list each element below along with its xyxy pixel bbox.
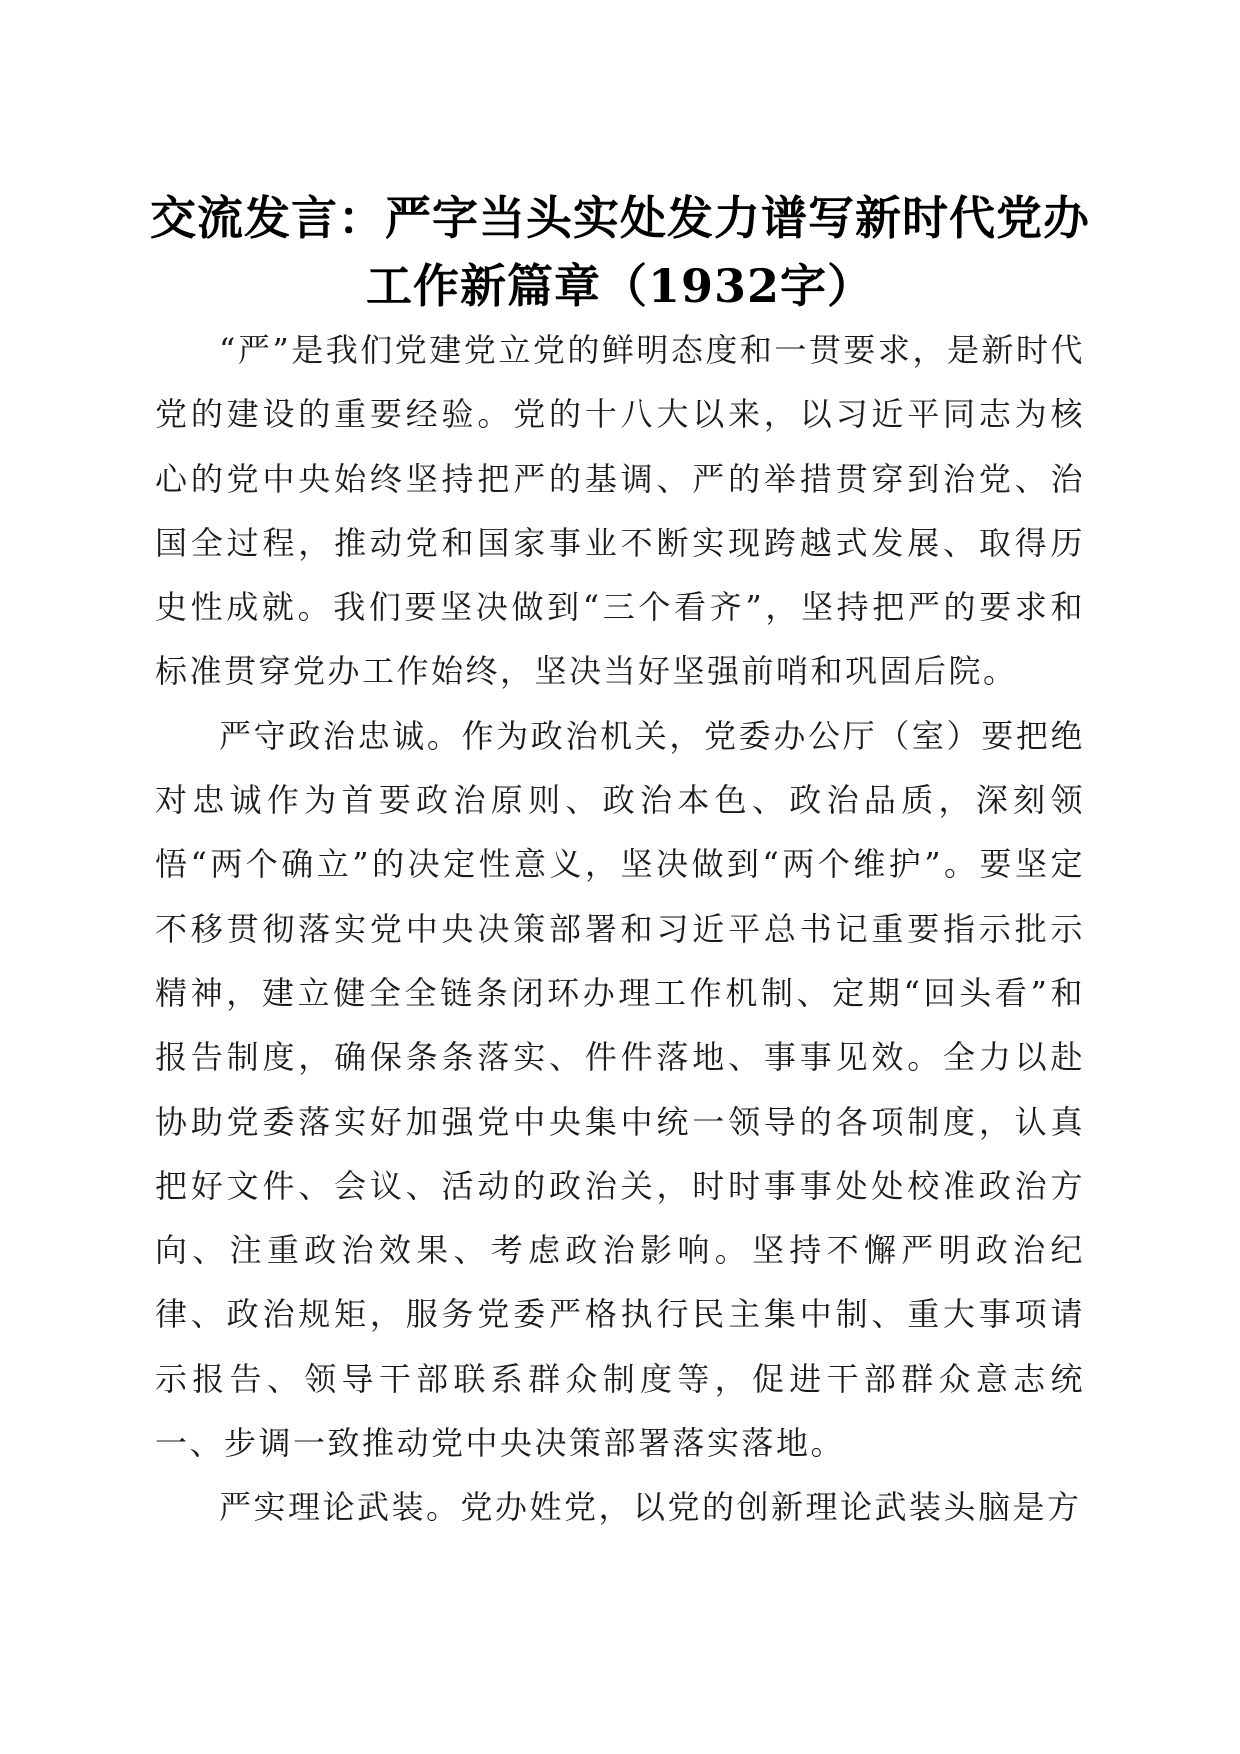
paragraph-political-loyalty: 严守政治忠诚。作为政治机关，党委办公厅（室）要把绝对忠诚作为首要政治原则、政治本色、政治品质，深刻领悟“两个确立”的决定性意义，坚决做到“两个维护”。要坚定不移贯彻落实党中央决策部署和习近平总书记重要指示批示精神，建立健全全链条闭环办理工作机制、定期“回头看”和报告制度，确保条条落实、件件落地、事事见效。全力以赴协助党委落实好加强党中央集中统一领导的各项制度，认真把好文件、会议、活动的政治关，时时事事处处校准政治方向、注重政治效果、考虑政治影响。坚持不懈严明政治纪律、政治规矩，服务党委严格执行民主集中制、重大事项请示报告、领导干部联系群众制度等，促进干部群众意志统一、步调一致推动党中央决策部署落实落地。 xyxy=(155,716,1085,1463)
document-title xyxy=(140,184,1100,320)
title-line-1: 交流发言：严字当头实处发力谱写新时代党办 xyxy=(150,191,1090,245)
paragraph-theory-arming: 严实理论武装。党办姓党，以党的创新理论武装头脑是方 xyxy=(219,1488,1082,1527)
document-body xyxy=(155,318,1085,1540)
title-line-2: 工作新篇章（1932字） xyxy=(365,259,875,313)
paragraph-intro: “严”是我们党建党立党的鲜明态度和一贯要求，是新时代党的建设的重要经验。党的十八大以来，以习近平同志为核心的党中央始终坚持把严的基调、严的举措贯穿到治党、治国全过程，推动党和国家事业不断实现跨越式发展、取得历史性成就。我们要坚决做到“三个看齐”，坚持把严的要求和标准贯穿党办工作始终，坚决当好坚强前哨和巩固后院。 xyxy=(155,331,1085,691)
